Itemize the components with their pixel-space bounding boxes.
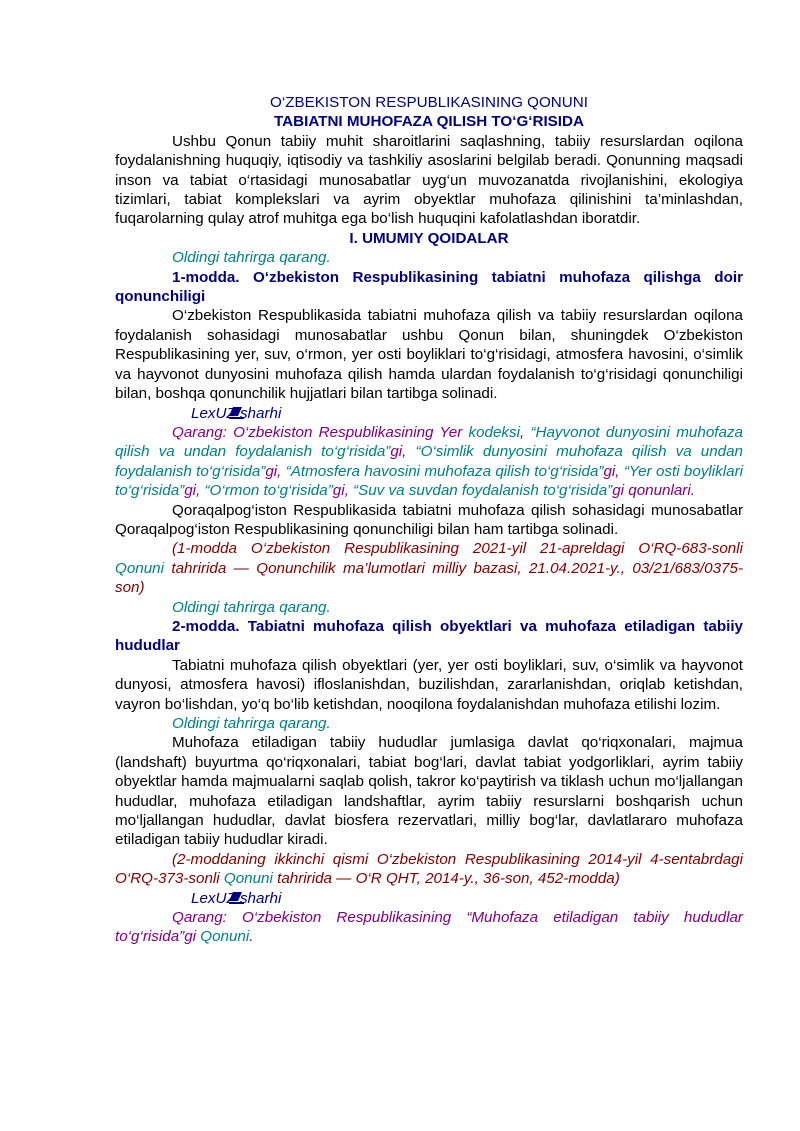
forest-law-link[interactable]: “O‘rmon to‘g‘risida”: [204, 482, 333, 500]
previous-edition-link[interactable]: Oldingi tahrirga qarang.: [172, 598, 331, 616]
lexuz-pen-icon: [172, 890, 188, 902]
land-code-link[interactable]: kodeksi: [468, 423, 520, 441]
see-also-text: gi,: [390, 443, 416, 461]
fauna-law-link[interactable]: “Hayvonot dunyosini muhofaza qilish va undan foydalanish to‘g‘risida”: [115, 423, 743, 461]
article-2-see-also: [115, 908, 743, 947]
article-1-heading: 1-modda. O‘zbekiston Respublikasining tabiatni muhofaza qilishga doir qonunchiligi: [115, 268, 743, 306]
protected-areas-law-link[interactable]: Qonuni: [200, 928, 250, 946]
law-type-title: O‘ZBEKISTON RESPUBLIKASINING QONUNI: [270, 94, 588, 111]
preamble: Ushbu Qonun tabiiy muhit sharoitlarini saqlashning, tabiiy resurslardan oqilona foydalanishning huquqiy, iqtisodiy va tashkiliy asoslarini belgilab beradi. Qonunning maqsadi inson va tabiat o‘rtasidagi munosabatlar uyg‘un muvozanatda rivojlanishini, ekologiya tizimlari, tabiat komplekslari va ayrim obyektlar muhofaza qilinishini ta’minlashdan, fuqarolarning qulay atrof muhitga ega bo‘lish huquqini kafolatlashdan iboratdir.: [115, 132, 743, 228]
see-also-text: gi qonunlari.: [612, 482, 695, 500]
amendment-text: (1-modda O‘zbekiston Respublikasining 2021-yil 21-apreldagi O‘RQ-683-sonli: [172, 540, 743, 558]
flora-law-link[interactable]: “O‘simlik dunyosini muhofaza qilish va undan foydalanish to‘g‘risida”: [115, 443, 743, 480]
air-law-link[interactable]: “Atmosfera havosini muhofaza qilish to‘g‘risida”: [285, 462, 604, 480]
amendment-text: tahririda — O‘R QHT, 2014-y., 36-son, 452-modda): [272, 870, 620, 888]
lexuz-pen-icon: [172, 405, 188, 417]
lexuz-commentary-link[interactable]: [115, 889, 743, 908]
see-also-text: Qarang: O‘zbekiston Respublikasining “Muhofaza etiladigan tabiiy hududlar to‘g‘risida”gi: [115, 909, 743, 946]
subsoil-law-link[interactable]: “Yer osti boyliklari to‘g‘risida”: [115, 462, 744, 500]
section-heading: I. UMUMIY QOIDALAR: [349, 229, 509, 247]
lexuz-commentary-link[interactable]: [115, 404, 743, 423]
article-1-amendment-note: [115, 539, 743, 597]
see-also-text: gi,: [603, 462, 624, 480]
article-1-paragraph-1: O‘zbekiston Respublikasida tabiatni muhofaza qilish va tabiiy resurslardan oqilona foydalanish sohasidagi munosabatlar ushbu Qonun bilan, shuningdek O‘zbekiston Respublikasining yer, suv, o‘rmon, yer osti boyliklari to‘g‘risidagi, atmosfera havosini, o‘simlik va hayvonot dunyosini muhofaza qilish hamda ulardan foydalanish to‘g‘risidagi qonunchiligi bilan, boshqa qonunchilik hujjatlari bilan tartibga solinadi.: [115, 307, 743, 403]
see-also-text: gi,: [332, 482, 354, 500]
see-also-text: ,: [519, 423, 531, 441]
article-2-paragraph-1: Tabiatni muhofaza qilish obyektlari (yer, yer osti boyliklari, suv, o‘simlik va hayvonot dunyosi, atmosfera havosi) ifloslanishdan, buzilishdan, zararlanishdan, oriqlab ketishdan, vayron bo‘lishdan, yo‘q bo‘lib ketishdan, nooqilona foydalanishdan muhofaza etilishi lozim.: [115, 656, 743, 713]
see-also-text: gi,: [184, 482, 205, 500]
water-law-link[interactable]: “Suv va suvdan foydalanish to‘g‘risida”: [353, 482, 613, 500]
lexuz-commentary-label: LexUZ sharhi: [191, 889, 282, 907]
amendment-text: tahririda — Qonunchilik ma’lumotlari milliy bazasi, 21.04.2021-y., 03/21/683/0375-son): [115, 559, 743, 597]
article-2-amendment-note: [115, 850, 743, 889]
article-2-heading: 2-modda. Tabiatni muhofaza qilish obyektlari va muhofaza etiladigan tabiiy hududlar: [115, 617, 743, 655]
see-also-text: Qarang: O‘zbekiston Respublikasining Yer: [172, 423, 469, 441]
amendment-text: (2-moddaning ikkinchi qismi O‘zbekiston Respublikasining 2014-yil 4-sentabrdagi O‘RQ-373-sonli: [115, 850, 743, 888]
article-1-see-also: [115, 423, 743, 501]
previous-edition-link[interactable]: Oldingi tahrirga qarang.: [172, 249, 331, 267]
law-title: TABIATNI MUHOFAZA QILISH TO‘G‘RISIDA: [274, 113, 584, 131]
previous-edition-link[interactable]: Oldingi tahrirga qarang.: [172, 715, 331, 732]
lexuz-commentary-label: LexUZ sharhi: [191, 404, 282, 422]
amending-law-link[interactable]: Qonuni: [223, 870, 273, 888]
see-also-text: gi,: [265, 462, 286, 480]
article-2-paragraph-2: Muhofaza etiladigan tabiiy hududlar jumlasiga davlat qo‘riqxonalari, majmua (landshaft) buyurtma qo‘riqxonalari, tabiat bog‘lari, davlat tabiat yodgorliklari, ayrim tabiiy obyektlar hamda majmualarni saqlab qolish, takror ko‘paytirish va tiklash uchun mo‘ljallangan hududlar, muhofaza etiladigan landshaftlar, ayrim tabiiy resurslarni boshqarish uchun mo‘ljallangan hududlar, davlat biosfera rezervatlari, milliy bog‘lar, davlatlararo muhofaza etiladigan tabiiy hududlar kiradi.: [115, 734, 743, 849]
document-page: [115, 93, 743, 947]
see-also-text: .: [249, 928, 254, 946]
amending-law-link[interactable]: Qonuni: [115, 559, 164, 577]
article-1-paragraph-2: Qoraqalpog‘iston Respublikasida tabiatni muhofaza qilish sohasidagi munosabatlar Qoraqalpog‘iston Respublikasining qonunchiligi bilan ham tartibga solinadi.: [115, 501, 743, 538]
